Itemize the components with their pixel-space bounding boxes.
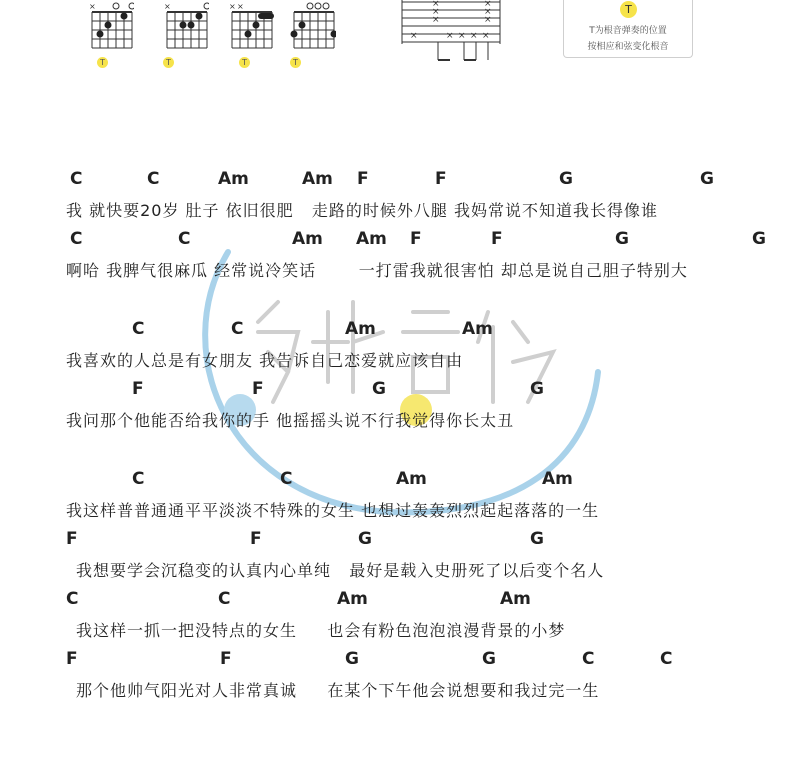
svg-text:×: × <box>484 7 492 17</box>
root-legend-marker: T <box>620 1 637 18</box>
chord-7-2: C <box>218 589 231 609</box>
root-legend <box>563 0 693 58</box>
chord-1-4: Am <box>302 169 333 189</box>
lyric-line-4: 我问那个他能否给我你的手 他摇摇头说不行我觉得你长太丑 <box>66 411 515 430</box>
chord-line-1 <box>0 169 800 197</box>
chord-line-2 <box>0 229 800 257</box>
chord-4-4: G <box>530 379 544 399</box>
chord-5-2: C <box>280 469 293 489</box>
chord-3-1: C <box>132 319 145 339</box>
chord-4-2: F <box>252 379 264 399</box>
lyric-line-3: 我喜欢的人总是有女朋友 我告诉自己恋爱就应该自由 <box>66 351 464 370</box>
svg-text:×: × <box>432 15 440 25</box>
chord-diagram-1 <box>88 0 134 52</box>
chord-line-7 <box>0 589 800 617</box>
chord-reference-strip <box>0 0 800 80</box>
lyric-line-5: 我这样普普通通平平淡淡不特殊的女生 也想过轰轰烈烈起起落落的一生 <box>66 501 600 520</box>
chord-7-1: C <box>66 589 79 609</box>
lyric-line-8: 那个他帅气阳光对人非常真诚 在某个下午他会说想要和我过完一生 <box>76 681 600 700</box>
chord-8-6: C <box>660 649 673 669</box>
strum-tab <box>400 0 505 66</box>
chord-diagram-2 <box>163 0 209 52</box>
chord-1-2: C <box>147 169 160 189</box>
chord-diagram-3 <box>228 0 274 52</box>
chord-1-8: G <box>700 169 714 189</box>
chord-6-1: F <box>66 529 78 549</box>
chord-1-5: F <box>357 169 369 189</box>
chord-2-7: G <box>615 229 629 249</box>
svg-text:×: × <box>89 2 96 11</box>
chord-2-1: C <box>70 229 83 249</box>
svg-text:×: × <box>164 2 171 11</box>
root-marker: T <box>163 57 174 68</box>
root-marker: T <box>239 57 250 68</box>
svg-text:×: × <box>446 31 454 41</box>
chord-1-1: C <box>70 169 83 189</box>
root-marker: T <box>290 57 301 68</box>
chord-diagram-4 <box>290 0 336 52</box>
chord-8-3: G <box>345 649 359 669</box>
chord-1-3: Am <box>218 169 249 189</box>
chord-5-3: Am <box>396 469 427 489</box>
svg-text:×: × <box>482 31 490 41</box>
chord-6-2: F <box>250 529 262 549</box>
chord-1-7: G <box>559 169 573 189</box>
svg-text:×: × <box>458 31 466 41</box>
chord-6-3: G <box>358 529 372 549</box>
chord-6-4: G <box>530 529 544 549</box>
svg-text:×: × <box>484 0 492 9</box>
chord-line-6 <box>0 529 800 557</box>
lyric-line-2: 啊哈 我脾气很麻瓜 经常说冷笑话 一打雷我就很害怕 却总是说自己胆子特别大 <box>66 261 688 280</box>
chord-3-3: Am <box>345 319 376 339</box>
chord-line-5 <box>0 469 800 497</box>
chord-2-3: Am <box>292 229 323 249</box>
lyric-line-1: 我 就快要20岁 肚子 依旧很肥 走路的时候外八腿 我妈常说不知道我长得像谁 <box>66 201 658 220</box>
chord-8-5: C <box>582 649 595 669</box>
svg-text:×: × <box>410 31 418 41</box>
chord-2-2: C <box>178 229 191 249</box>
lyric-line-6: 我想要学会沉稳变的认真内心单纯 最好是载入史册死了以后变个名人 <box>76 561 605 580</box>
legend-text-2: 按相应和弦变化根音 <box>587 42 669 52</box>
svg-text:×: × <box>432 7 440 17</box>
lyric-line-7: 我这样一抓一把没特点的女生 也会有粉色泡泡浪漫背景的小梦 <box>76 621 566 640</box>
chord-8-2: F <box>220 649 232 669</box>
legend-text-1: T为根音弹奏的位置 <box>589 26 667 36</box>
chord-4-1: F <box>132 379 144 399</box>
chord-3-4: Am <box>462 319 493 339</box>
chord-7-4: Am <box>500 589 531 609</box>
chord-5-1: C <box>132 469 145 489</box>
chord-2-5: F <box>410 229 422 249</box>
svg-text:×: × <box>484 15 492 25</box>
chord-5-4: Am <box>542 469 573 489</box>
svg-text:×: × <box>470 31 478 41</box>
chord-line-3 <box>0 319 800 347</box>
svg-text:×: × <box>237 2 244 11</box>
chord-2-4: Am <box>356 229 387 249</box>
chord-7-3: Am <box>337 589 368 609</box>
chord-2-8: G <box>752 229 766 249</box>
chord-line-4 <box>0 379 800 407</box>
chord-3-2: C <box>231 319 244 339</box>
chord-1-6: F <box>435 169 447 189</box>
svg-text:×: × <box>229 2 236 11</box>
chord-4-3: G <box>372 379 386 399</box>
root-marker: T <box>97 57 108 68</box>
chord-8-4: G <box>482 649 496 669</box>
svg-text:×: × <box>432 0 440 9</box>
chord-2-6: F <box>491 229 503 249</box>
chord-8-1: F <box>66 649 78 669</box>
chord-line-8 <box>0 649 800 677</box>
